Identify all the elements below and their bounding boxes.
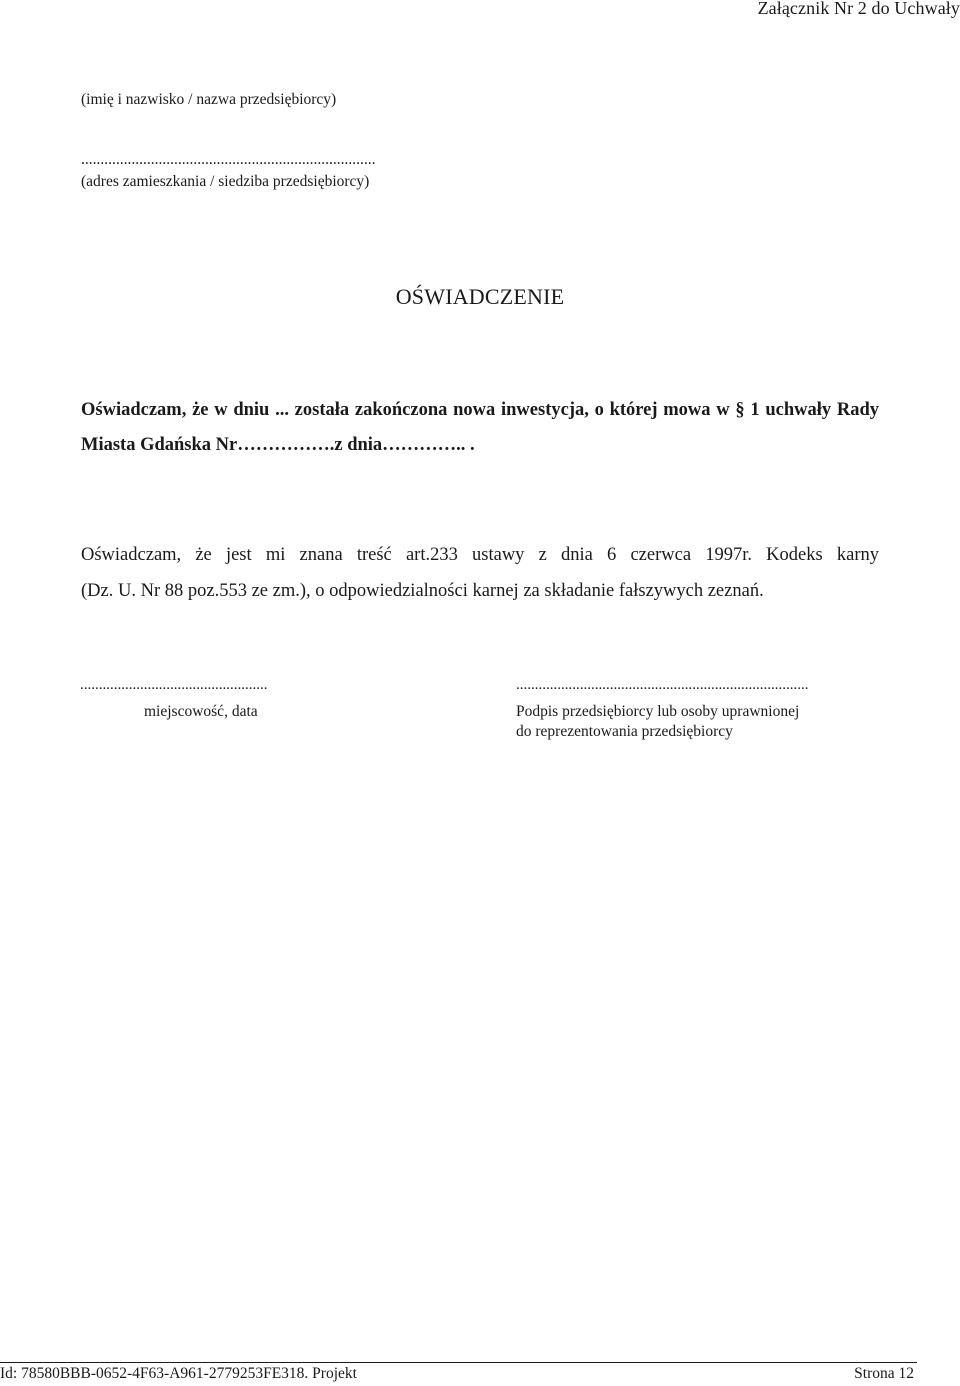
footer-divider xyxy=(0,1362,917,1363)
annex-header: Załącznik Nr 2 do Uchwały xyxy=(757,0,960,18)
applicant-name-label: (imię i nazwisko / nazwa przedsiębiorcy) xyxy=(81,91,337,108)
declaration-liability-line-1: Oświadczam, że jest mi znana treść art.233 ustawy z dnia 6 czerwca 1997r. Kodeks karny xyxy=(81,545,879,565)
address-fill-line: ............................................................................ xyxy=(81,151,376,168)
footer-document-id: Id: 78580BBB-0652-4F63-A961-2779253FE318. Projekt xyxy=(0,1365,357,1382)
declaration-liability-line-2: (Dz. U. Nr 88 poz.553 ze zm.), o odpowiedzialności karnej za składanie fałszywych zeznań. xyxy=(81,581,764,601)
place-date-label: miejscowość, data xyxy=(144,703,258,720)
place-date-fill-line: .................................................. xyxy=(80,677,268,693)
declaration-completion: Oświadczam, że w dniu ... została zakończona nowa inwestycja, o której mowa w § 1 uchwały Rady Miasta Gdańska Nr…………….z dnia………….. . xyxy=(81,400,879,455)
signature-label-line-2: do reprezentowania przedsiębiorcy xyxy=(516,723,733,740)
declaration-liability xyxy=(81,537,879,609)
document-title: OŚWIADCZENIE xyxy=(395,284,565,309)
signature-label-line-1: Podpis przedsiębiorcy lub osoby uprawnionej xyxy=(516,703,800,720)
footer-page-number: Strona 12 xyxy=(854,1365,914,1382)
applicant-address-label: (adres zamieszkania / siedziba przedsiębiorcy) xyxy=(81,173,370,190)
signature-fill-line: .............................................................................. xyxy=(516,677,809,693)
